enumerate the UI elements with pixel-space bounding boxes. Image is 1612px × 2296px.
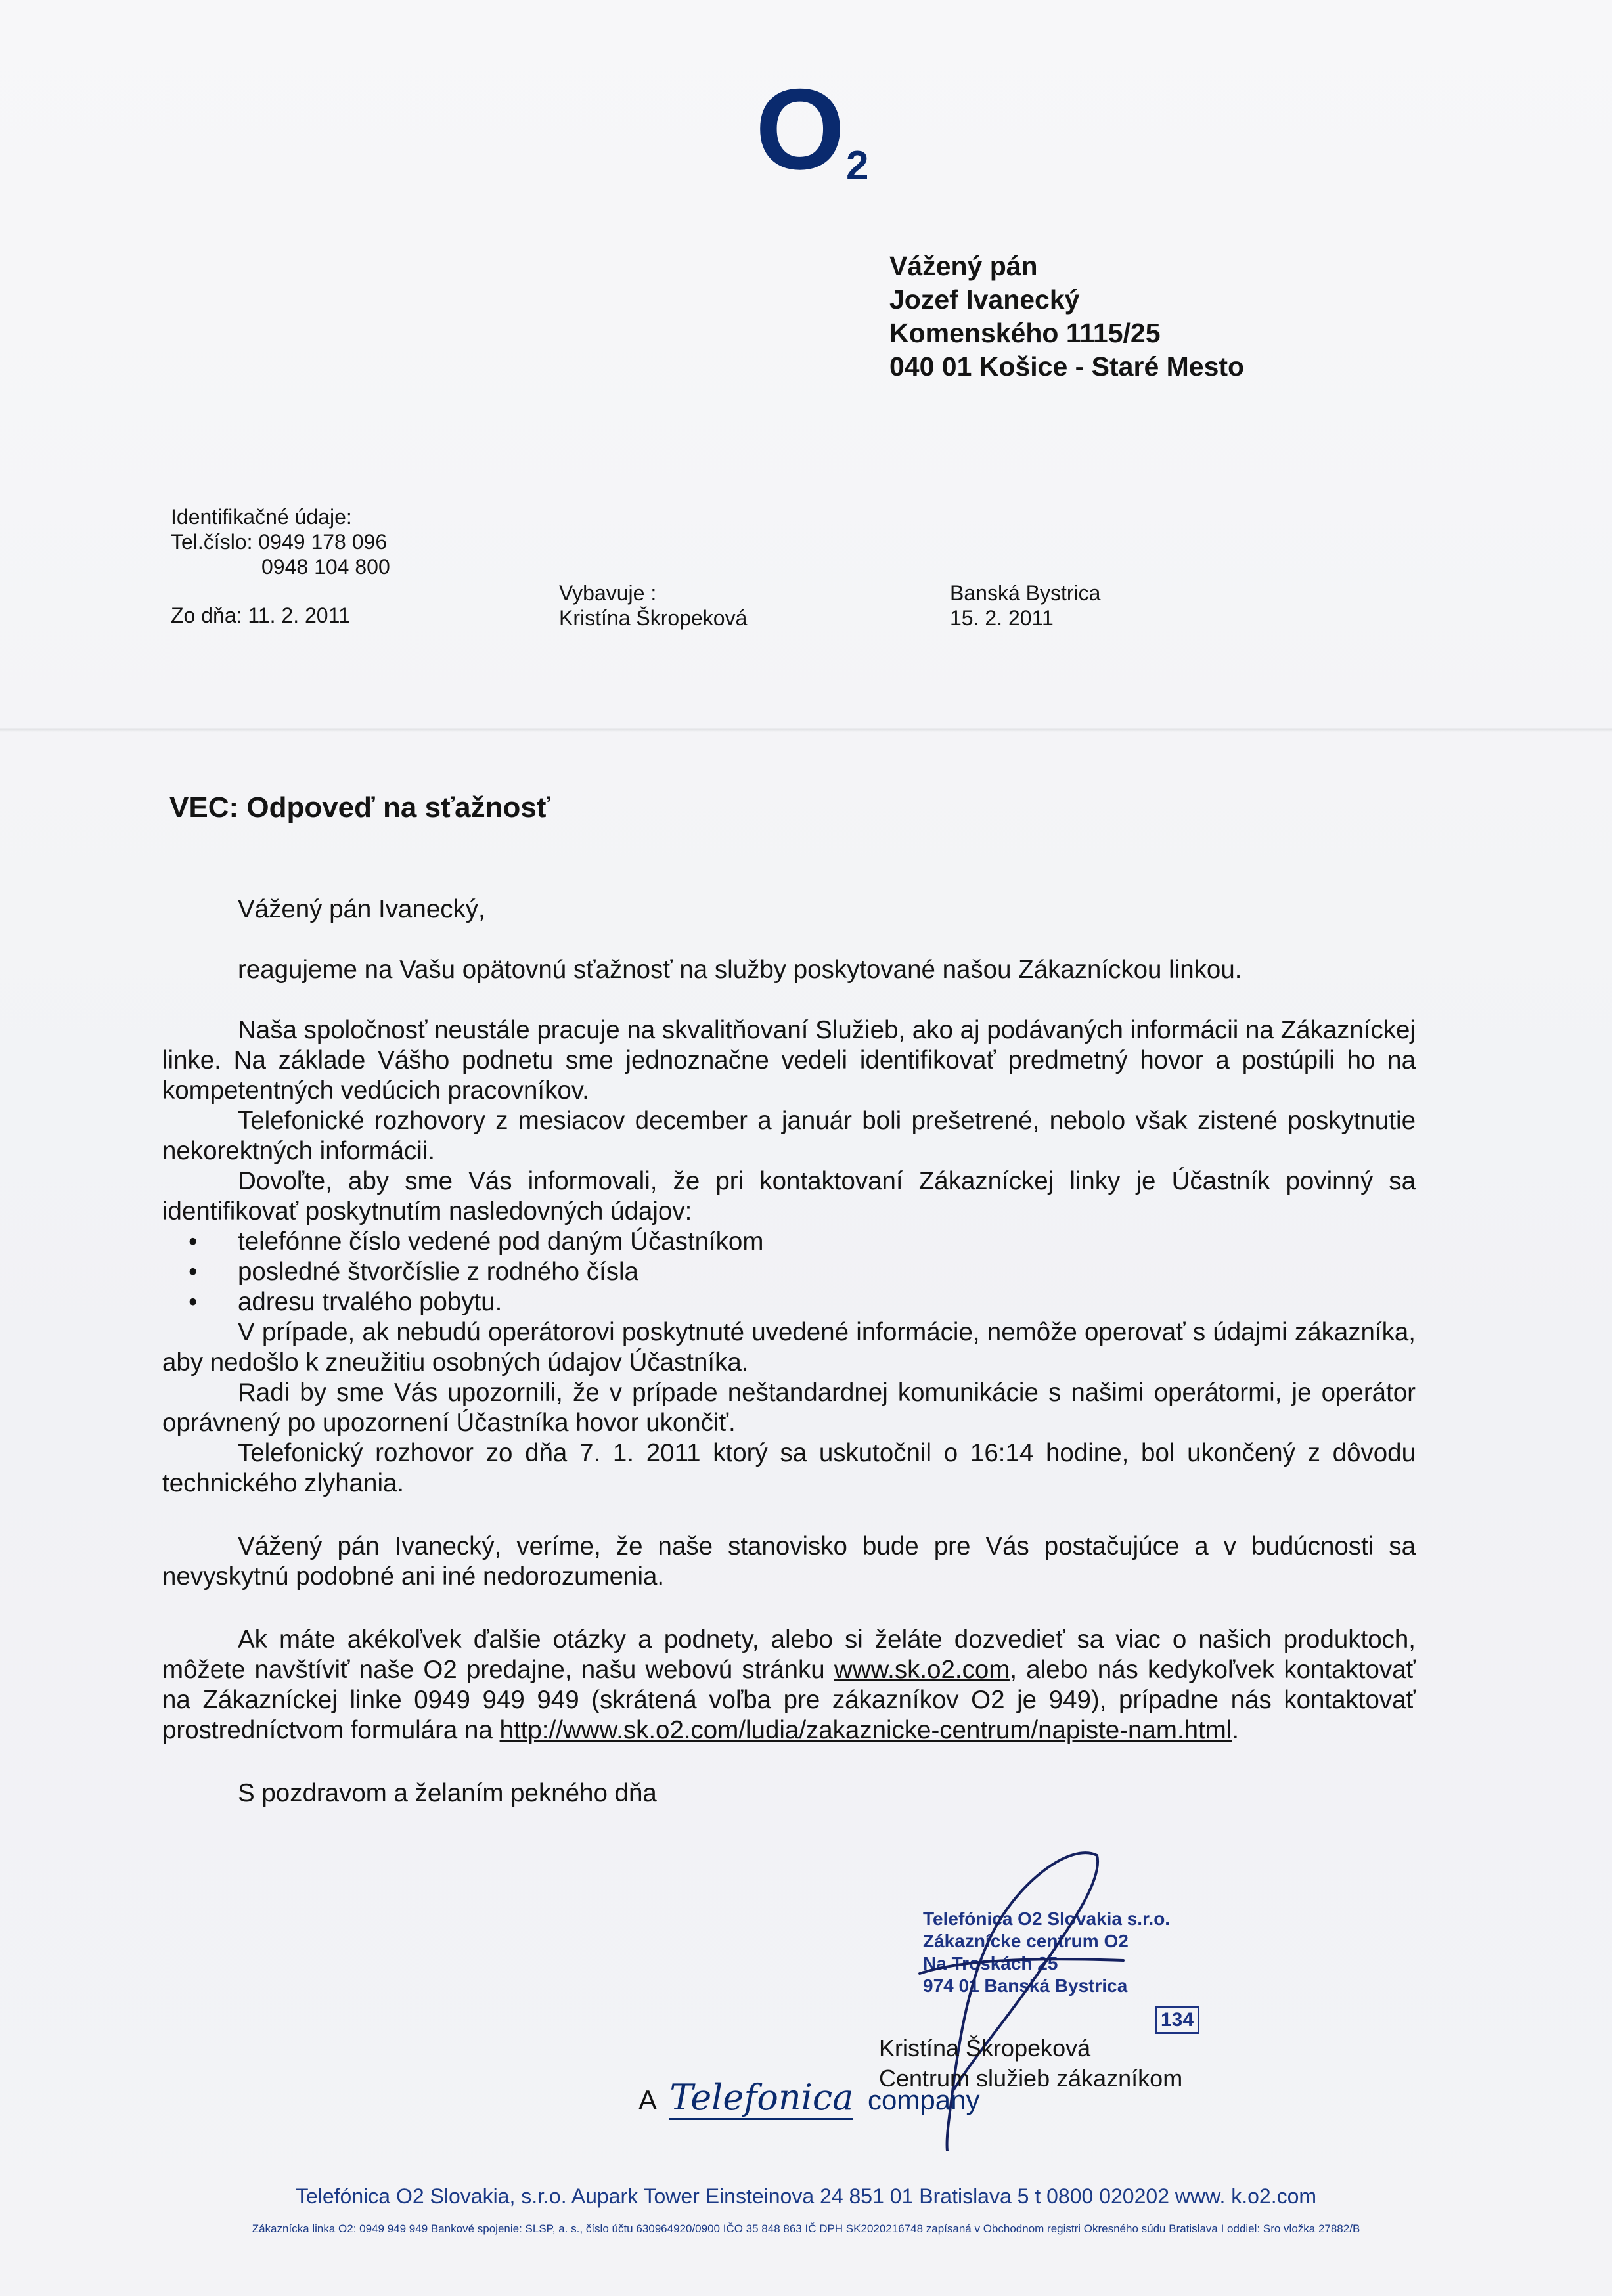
paper-fold — [0, 728, 1612, 732]
bullet-text: telefónne číslo vedené pod daným Účastníkom — [238, 1227, 764, 1256]
recipient-street: Komenského 1115/25 — [889, 318, 1161, 348]
paragraph-9-text-b: , alebo nás kedykoľvek kontaktovať na Zákazníckej linke 0949 949 949 (skrátená voľba pre zákazníkov O2 je 949), prípadne nás kontaktovať prostredníctvom formulára na — [162, 1656, 1416, 1744]
handler-label: Vybavuje : — [559, 581, 657, 605]
paragraph-4: Dovoľte, aby sme Vás informovali, že pri kontaktovaní Zákazníckej linky je Účastník povinný sa identifikovať poskytnutím nasledovných údajov: — [162, 1167, 1416, 1225]
recipient-address — [889, 250, 1244, 384]
identification-block — [171, 504, 390, 579]
o2-logo — [755, 66, 887, 204]
ident-phone-1: Tel.číslo: 0949 178 096 — [171, 530, 388, 554]
complaint-date: Zo dňa: 11. 2. 2011 — [171, 604, 350, 627]
stamp-line-2: Zákaznícke centrum O2 — [923, 1931, 1129, 1951]
telefonica-logo: Telefonica — [669, 2077, 853, 2120]
paragraph-6: Radi by sme Vás upozornili, že v prípade neštandardnej komunikácie s našimi operátormi, je operátor oprávnený po upozornení Účastníka hovor ukončiť. — [162, 1379, 1416, 1437]
recipient-city: 040 01 Košice - Staré Mesto — [889, 351, 1245, 382]
stamp-line-3: Na Troskách 25 — [923, 1953, 1058, 1974]
ident-label: Identifikačné údaje: — [171, 505, 352, 529]
paragraph-9 — [162, 1625, 1416, 1746]
paragraph-2: Naša spoločnosť neustále pracuje na skvalitňovaní Služieb, ako aj podávaných informácii na Zákazníckej linke. Na základe Vášho podnetu sme jednoznačne vedeli identifikovať predmetný hovor a postúpili ho na kompetentných vedúcich pracovníkov. — [162, 1016, 1416, 1105]
paragraph-5: V prípade, ak nebudú operátorovi poskytnuté uvedené informácie, nemôže operovať s údajmi zákazníka, aby nedošlo k zneužitiu osobných údajov Účastníka. — [162, 1318, 1416, 1377]
paragraph-1: reagujeme na Vašu opätovnú sťažnosť na služby poskytované našou Zákazníckou linkou. — [238, 956, 1242, 984]
handler-name: Kristína Škropeková — [559, 606, 748, 630]
website-link[interactable]: www.sk.o2.com — [834, 1656, 1010, 1684]
letter-body — [162, 894, 1416, 1809]
paragraph-8: Vážený pán Ivanecký, veríme, že naše stanovisko bude pre Vás postačujúce a v budúcnosti sa nevyskytnú podobné ani iné nedorozumenia. — [162, 1532, 1416, 1591]
brand-prefix: A — [638, 2085, 656, 2115]
logo-letter: O — [755, 66, 845, 194]
logo-subscript: 2 — [846, 143, 869, 188]
paragraph-3: Telefonické rozhovory z mesiacov december a január boli prešetrené, nebolo však zistené poskytnutie nekorektných informácii. — [162, 1107, 1416, 1165]
stamp-number: 134 — [1155, 2006, 1199, 2034]
list-item: • telefónne číslo vedené pod daným Účastníkom — [189, 1227, 764, 1256]
place-city: Banská Bystrica — [950, 581, 1101, 605]
letter-date: 15. 2. 2011 — [950, 606, 1054, 630]
contact-form-link[interactable]: http://www.sk.o2.com/ludia/zakaznicke-centrum/napiste-nam.html — [499, 1716, 1232, 1744]
paragraph-9-text-a: Ak máte akékoľvek ďalšie otázky a podnety, alebo si želáte dozvedieť sa viac o našich produktoch, môžete navštíviť naše O2 predajne, našu webovú stránku — [162, 1625, 1416, 1684]
footer-registration: Zákaznícka linka O2: 0949 949 949 Bankové spojenie: SLSP, a. s., číslo účtu 630964920/0900 IČO 35 848 863 IČ DPH SK2020216748 zapísaná v Obchodnom registri Okresného súdu Bratislava I oddiel: Sro vložka 27882/B — [252, 2222, 1360, 2235]
paragraph-7: Telefonický rozhovor zo dňa 7. 1. 2011 ktorý sa uskutočnil o 16:14 hodine, bol ukončený z dôvodu technického zlyhania. — [162, 1439, 1416, 1497]
handler-block — [559, 581, 747, 630]
stamp-line-4: 974 01 Banská Bystrica — [923, 1976, 1128, 1996]
list-item: • posledné štvorčíslie z rodného čísla — [189, 1258, 638, 1286]
stamp-line-1: Telefónica O2 Slovakia s.r.o. — [923, 1909, 1171, 1929]
signatory-name: Kristína Škropeková — [879, 2035, 1091, 2062]
paragraph-9-text-c: . — [1232, 1716, 1240, 1744]
recipient-salutation: Vážený pán — [889, 251, 1038, 281]
footer-address: Telefónica O2 Slovakia, s.r.o. Aupark Tower Einsteinova 24 851 01 Bratislava 5 t 0800 020202 www. k.o2.com — [295, 2184, 1317, 2208]
signatory-role: Centrum služieb zákazníkom — [879, 2065, 1183, 2092]
telefonica-brand — [638, 2077, 979, 2118]
list-item: • adresu trvalého pobytu. — [189, 1288, 503, 1316]
recipient-name: Jozef Ivanecký — [889, 284, 1080, 315]
greeting: Vážený pán Ivanecký, — [238, 895, 485, 923]
brand-suffix: company — [868, 2085, 980, 2115]
bullet-text: adresu trvalého pobytu. — [238, 1288, 503, 1316]
letter-subject: VEC: Odpoveď na sťažnosť — [169, 791, 550, 824]
ident-phone-2: 0948 104 800 — [261, 555, 390, 579]
bullet-text: posledné štvorčíslie z rodného čísla — [238, 1258, 638, 1286]
place-date-block — [950, 581, 1100, 630]
closing: S pozdravom a želaním pekného dňa — [238, 1779, 657, 1807]
